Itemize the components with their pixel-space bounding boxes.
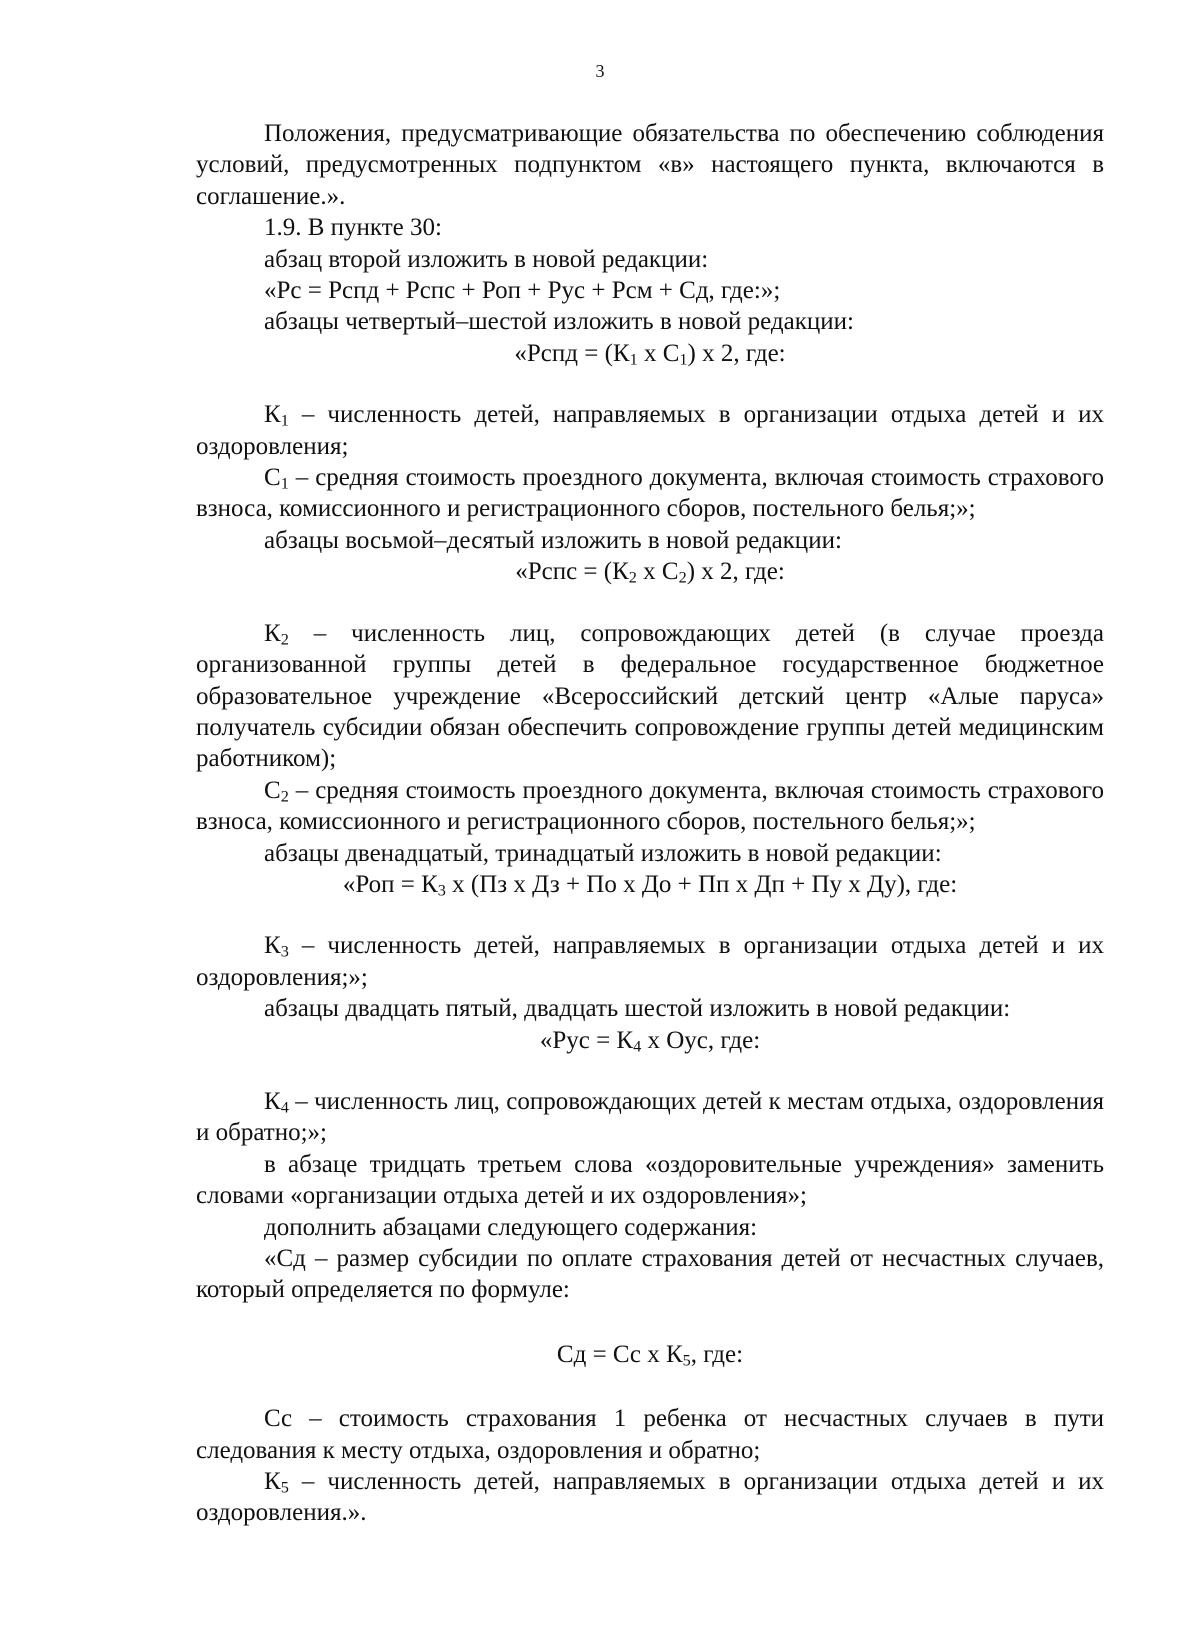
definition-sd: «Сд – размер субсидии по оплате страхования детей от несчастных случаев, который определяется по формуле: <box>196 1245 1104 1304</box>
paragraph-instruction: абзацы двадцать пятый, двадцать шестой изложить в новой редакции: <box>264 995 1011 1023</box>
paragraph-instruction: дополнить абзацами следующего содержания: <box>264 1213 758 1241</box>
paragraph-item-1-9: 1.9. В пункте 30: <box>264 214 442 242</box>
formula-rus: «Рус = $К_4$ х Оус, где: <box>539 1026 761 1055</box>
paragraph-instruction: абзац второй изложить в новой редакции: <box>264 245 709 273</box>
definition-k3: $К_3$ – численность детей, направляемых в организации отдыха детей и их оздоровления;»; <box>196 932 1104 991</box>
formula-rs: «Рс = Рспд + Рспс + Роп + Рус + Рсм + Сд, где:»; <box>264 277 781 305</box>
definition-k4: $К_4$ – численность лиц, сопровождающих детей к местам отдыха, оздоровления и обратно;»; <box>196 1087 1104 1147</box>
page-number: 3 <box>595 61 605 81</box>
definition-k5: $К_5$ – численность детей, направляемых в организации отдыха детей и их оздоровления.». <box>196 1468 1104 1527</box>
formula-rop: «Роп = $К_3$ х (Пз х Дз + По х До + Пп х Дп + Пу х Ду), где: <box>342 870 958 900</box>
definition-k2: $К_2$ – численность лиц, сопровождающих детей (в случае проезда организованной группы детей в федеральное государственное бюджетное образовательное учреждение «Всероссийский детский центр «Алые паруса» получатель субсидии обязан обеспечить сопровождение группы детей медицинским работником); <box>196 619 1104 773</box>
definition-ss: Сс – стоимость страхования 1 ребенка от несчастных случаев в пути следования к месту отдыха, оздоровления и обратно; <box>196 1405 1104 1464</box>
paragraph-provisions: Положения, предусматривающие обязательства по обеспечению соблюдения условий, предусмотренных подпунктом «в» настоящего пункта, включаются в соглашение.». <box>196 120 1104 210</box>
paragraph-replace-words: в абзаце тридцать третьем слова «оздоровительные учреждения» заменить словами «организации отдыха детей и их оздоровления»; <box>196 1150 1104 1210</box>
paragraph-instruction: абзацы восьмой–десятый изложить в новой редакции: <box>264 526 842 554</box>
paragraph-instruction: абзацы двенадцатый, тринадцатый изложить в новой редакции: <box>264 839 942 867</box>
definition-k1: $К_1$ – численность детей, направляемых в организации отдыха детей и их оздоровления; <box>196 401 1104 460</box>
document-body <box>196 118 1104 1529</box>
definition-c2: $С_2$ – средняя стоимость проездного документа, включая стоимость страхового взноса, комиссионного и регистрационного сборов, постельного белья;»; <box>196 776 1104 836</box>
formula-rsps: «Рспс = ($К_2$ х $С_2$) х 2, где: <box>515 558 785 587</box>
formula-sd: Сд = Сс х $К_5$, где: <box>556 1340 744 1370</box>
definition-c1: $С_1$ – средняя стоимость проездного документа, включая стоимость страхового взноса, комиссионного и регистрационного сборов, постельного белья;»; <box>196 464 1104 523</box>
formula-rspd: «Рспд = ($К_1$ х $С_1$) х 2, где: <box>514 339 786 369</box>
paragraph-instruction: абзацы четвертый–шестой изложить в новой редакции: <box>264 308 854 336</box>
